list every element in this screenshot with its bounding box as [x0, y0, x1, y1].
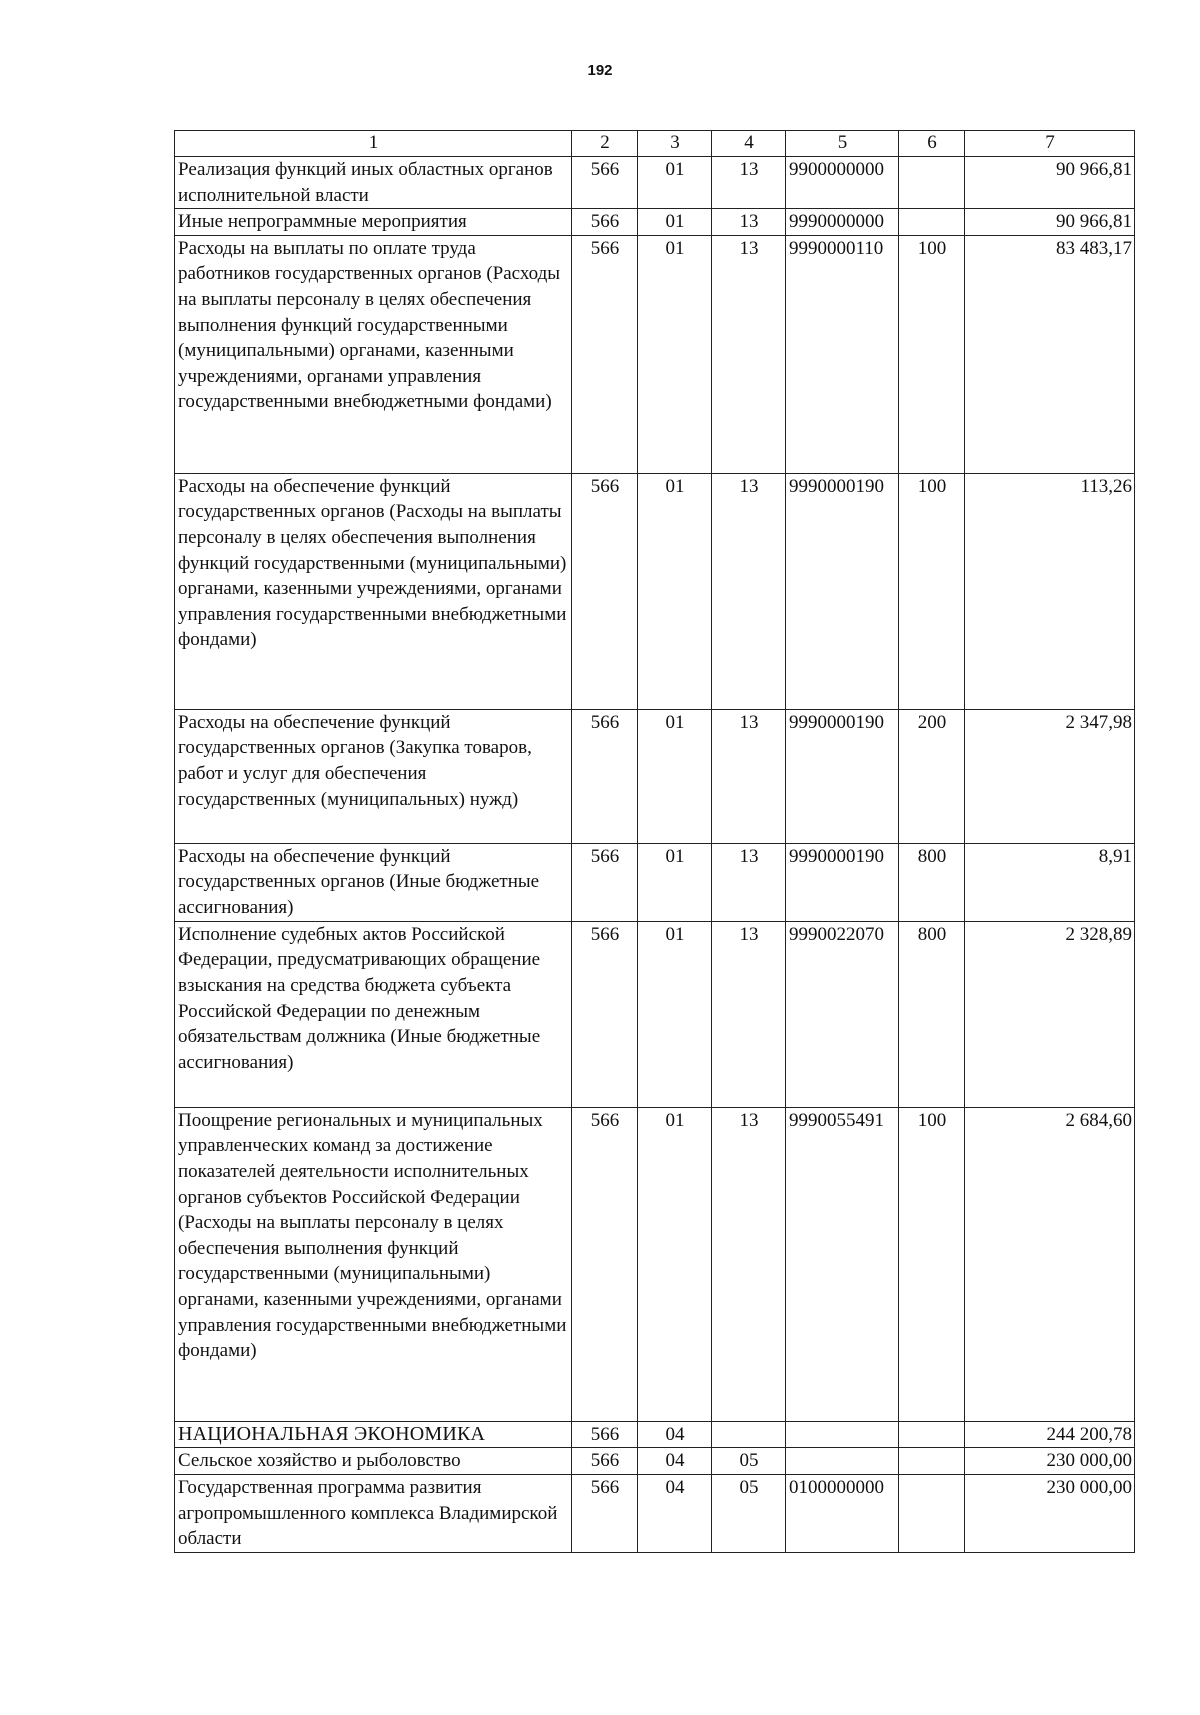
row-expense-type: 800 [899, 843, 965, 921]
budget-table [174, 130, 1135, 1553]
table-row [175, 209, 1135, 236]
table-row [175, 921, 1135, 1107]
header-row [175, 131, 1135, 157]
row-target-article: 9990000190 [786, 473, 899, 709]
row-amount: 90 966,81 [965, 157, 1135, 209]
table-row [175, 157, 1135, 209]
row-name: Расходы на обеспечение функций государственных органов (Иные бюджетные ассигнования) [175, 843, 572, 921]
row-target-article [786, 1448, 899, 1475]
row-ministry-code: 566 [572, 709, 638, 843]
header-cell: 6 [899, 131, 965, 157]
row-ministry-code: 566 [572, 1448, 638, 1475]
row-subsection: 13 [712, 209, 786, 236]
row-expense-type [899, 157, 965, 209]
row-ministry-code: 566 [572, 1474, 638, 1552]
row-expense-type [899, 209, 965, 236]
row-subsection: 13 [712, 709, 786, 843]
table-row [175, 709, 1135, 843]
row-amount: 90 966,81 [965, 209, 1135, 236]
row-ministry-code: 566 [572, 235, 638, 473]
row-name: Сельское хозяйство и рыболовство [175, 1448, 572, 1475]
row-subsection: 13 [712, 1107, 786, 1421]
table-row [175, 473, 1135, 709]
row-subsection: 13 [712, 473, 786, 709]
row-name: Государственная программа развития агропромышленного комплекса Владимирской области [175, 1474, 572, 1552]
page-number: 192 [587, 62, 613, 79]
row-expense-type [899, 1421, 965, 1448]
header-cell: 3 [638, 131, 712, 157]
row-subsection [712, 1421, 786, 1448]
header-cell: 7 [965, 131, 1135, 157]
row-subsection: 13 [712, 157, 786, 209]
row-subsection: 13 [712, 235, 786, 473]
row-section: 04 [638, 1474, 712, 1552]
row-expense-type: 200 [899, 709, 965, 843]
header-cell: 5 [786, 131, 899, 157]
row-amount: 2 347,98 [965, 709, 1135, 843]
row-amount: 230 000,00 [965, 1448, 1135, 1475]
row-ministry-code: 566 [572, 157, 638, 209]
row-ministry-code: 566 [572, 1421, 638, 1448]
row-section: 01 [638, 235, 712, 473]
row-name: Иные непрограммные мероприятия [175, 209, 572, 236]
row-ministry-code: 566 [572, 473, 638, 709]
row-section: 01 [638, 843, 712, 921]
row-expense-type: 100 [899, 235, 965, 473]
row-amount: 8,91 [965, 843, 1135, 921]
header-cell: 4 [712, 131, 786, 157]
row-name: Исполнение судебных актов Российской Федерации, предусматривающих обращение взыскания на средства бюджета субъекта Российской Федерации по денежным обязательствам должника (Иные бюджетные ассигнования) [175, 921, 572, 1107]
row-amount: 2 328,89 [965, 921, 1135, 1107]
row-expense-type: 100 [899, 1107, 965, 1421]
row-subsection: 05 [712, 1448, 786, 1475]
row-amount: 2 684,60 [965, 1107, 1135, 1421]
row-expense-type: 800 [899, 921, 965, 1107]
table-row [175, 235, 1135, 473]
row-amount: 244 200,78 [965, 1421, 1135, 1448]
row-target-article: 9990000190 [786, 843, 899, 921]
row-target-article: 9990055491 [786, 1107, 899, 1421]
row-ministry-code: 566 [572, 921, 638, 1107]
row-section: 04 [638, 1421, 712, 1448]
row-target-article: 9990000110 [786, 235, 899, 473]
row-target-article: 0100000000 [786, 1474, 899, 1552]
row-target-article [786, 1421, 899, 1448]
table-row [175, 1448, 1135, 1475]
row-subsection: 13 [712, 843, 786, 921]
row-target-article: 9990022070 [786, 921, 899, 1107]
row-expense-type: 100 [899, 473, 965, 709]
row-section: 01 [638, 157, 712, 209]
row-subsection: 13 [712, 921, 786, 1107]
row-section: 04 [638, 1448, 712, 1475]
table-row [175, 1474, 1135, 1552]
row-subsection: 05 [712, 1474, 786, 1552]
row-ministry-code: 566 [572, 843, 638, 921]
row-name: Расходы на обеспечение функций государственных органов (Закупка товаров, работ и услуг для обеспечения государственных (муниципальных) нужд) [175, 709, 572, 843]
row-expense-type [899, 1448, 965, 1475]
header-cell: 2 [572, 131, 638, 157]
row-expense-type [899, 1474, 965, 1552]
row-name: Расходы на обеспечение функций государственных органов (Расходы на выплаты персоналу в целях обеспечения выполнения функций государственными (муниципальными) органами, казенными учреждениями, органами управления государственными внебюджетными фондами) [175, 473, 572, 709]
row-amount: 113,26 [965, 473, 1135, 709]
row-ministry-code: 566 [572, 1107, 638, 1421]
row-target-article: 9990000000 [786, 209, 899, 236]
header-cell: 1 [175, 131, 572, 157]
row-target-article: 9900000000 [786, 157, 899, 209]
row-ministry-code: 566 [572, 209, 638, 236]
table-row [175, 1421, 1135, 1448]
table-row [175, 843, 1135, 921]
row-amount: 83 483,17 [965, 235, 1135, 473]
table-row [175, 1107, 1135, 1421]
row-section: 01 [638, 709, 712, 843]
row-section: 01 [638, 921, 712, 1107]
row-name: НАЦИОНАЛЬНАЯ ЭКОНОМИКА [175, 1421, 572, 1448]
row-section: 01 [638, 473, 712, 709]
row-name: Реализация функций иных областных органов исполнительной власти [175, 157, 572, 209]
row-section: 01 [638, 1107, 712, 1421]
row-amount: 230 000,00 [965, 1474, 1135, 1552]
row-section: 01 [638, 209, 712, 236]
row-target-article: 9990000190 [786, 709, 899, 843]
row-name: Расходы на выплаты по оплате труда работников государственных органов (Расходы на выплаты персоналу в целях обеспечения выполнения функций государственными (муниципальными) органами, казенными учреждениями, органами управления государственными внебюджетными фондами) [175, 235, 572, 473]
row-name: Поощрение региональных и муниципальных управленческих команд за достижение показателей деятельности исполнительных органов субъектов Российской Федерации (Расходы на выплаты персоналу в целях обеспечения выполнения функций государственными (муниципальными) органами, казенными учреждениями, органами управления государственными внебюджетными фондами) [175, 1107, 572, 1421]
